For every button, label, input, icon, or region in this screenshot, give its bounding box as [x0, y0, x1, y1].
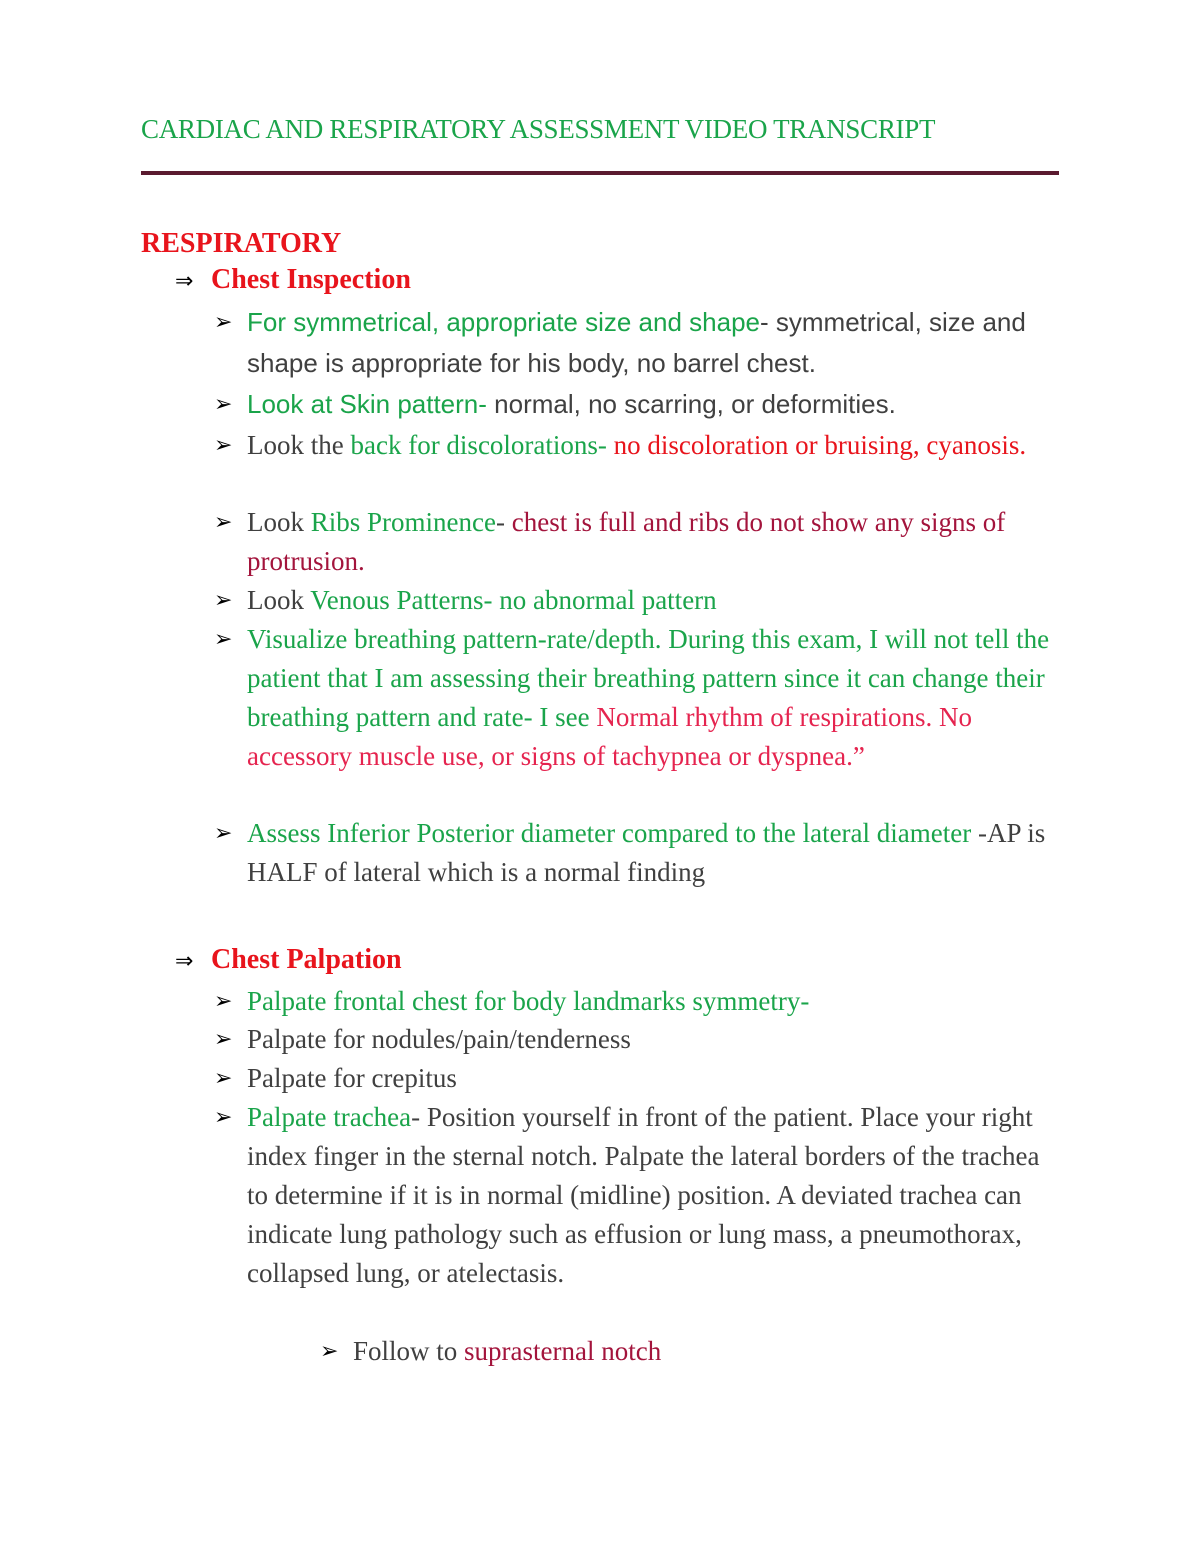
list-item-text: Look Venous Patterns- no abnormal pattern: [247, 585, 717, 615]
list-item: [214, 1098, 1060, 1293]
bullet-arrow-icon: ➢: [214, 627, 233, 652]
list-item-text: Visualize breathing pattern-rate/depth. During this exam, I will not tell the patient that I am assessing their breathing pattern since it can change their breathing pattern and rate- I see Normal rhythm of respirations. No accessory muscle use, or signs of tachypnea or dyspnea.”: [247, 624, 1050, 771]
bullet-arrow-icon: ➢: [214, 1066, 233, 1091]
list-item: [320, 1332, 1060, 1371]
list-item: [214, 1059, 1060, 1098]
list-item-text: Look Ribs Prominence- chest is full and ribs do not show any signs of protrusion.: [247, 507, 1006, 576]
list-item-text: Look at Skin pattern- normal, no scarring, or deformities.: [247, 389, 896, 419]
list-item: [214, 581, 1060, 620]
bullet-arrow-icon: ➢: [320, 1339, 339, 1364]
subheading-label: Chest Palpation: [211, 944, 402, 975]
arrow-icon: ⇒: [175, 269, 194, 294]
list-item-text: For symmetrical, appropriate size and shape- symmetrical, size and shape is appropriate for his body, no barrel chest.: [247, 307, 1026, 378]
subheading-label: Chest Inspection: [211, 264, 411, 295]
page-title: CARDIAC AND RESPIRATORY ASSESSMENT VIDEO TRANSCRIPT: [141, 114, 936, 144]
arrow-icon: ⇒: [175, 949, 194, 974]
list-item: [214, 503, 1060, 581]
section-heading-respiratory: RESPIRATORY: [141, 228, 342, 259]
list-item: [214, 620, 1060, 776]
title-rule: [141, 171, 1059, 175]
list-item-text: Look the back for discolorations- no discoloration or bruising, cyanosis.: [247, 430, 1027, 460]
list-item: [214, 426, 1060, 465]
bullet-arrow-icon: ➢: [214, 1105, 233, 1130]
bullet-arrow-icon: ➢: [214, 310, 233, 335]
list-item-text: Palpate trachea- Position yourself in front of the patient. Place your right index finger in the sternal notch. Palpate the lateral borders of the trachea to determine if it is in normal (midline) position. A deviated trachea can indicate lung pathology such as effusion or lung mass, a pneumothorax, collapsed lung, or atelectasis.: [247, 1102, 1040, 1288]
list-item-text: Palpate for crepitus: [247, 1063, 457, 1093]
bullet-arrow-icon: ➢: [214, 821, 233, 846]
list-item: [214, 302, 1060, 384]
list-item: [214, 1020, 1060, 1059]
list-item: [214, 982, 1060, 1021]
bullet-arrow-icon: ➢: [214, 510, 233, 535]
bullet-arrow-icon: ➢: [214, 588, 233, 613]
bullet-arrow-icon: ➢: [214, 392, 233, 417]
bullet-arrow-icon: ➢: [214, 433, 233, 458]
list-item-text: Palpate for nodules/pain/tenderness: [247, 1024, 631, 1054]
bullet-arrow-icon: ➢: [214, 989, 233, 1014]
subheading-chest-palpation: [175, 944, 402, 976]
subheading-chest-inspection: [175, 264, 411, 296]
bullet-arrow-icon: ➢: [214, 1027, 233, 1052]
list-item-text: Palpate frontal chest for body landmarks symmetry-: [247, 986, 810, 1016]
list-item: [214, 814, 1060, 892]
list-item: [214, 384, 1060, 425]
list-item-text: Assess Inferior Posterior diameter compared to the lateral diameter -AP is HALF of lateral which is a normal finding: [247, 818, 1046, 887]
list-item-text: Follow to suprasternal notch: [353, 1336, 662, 1366]
